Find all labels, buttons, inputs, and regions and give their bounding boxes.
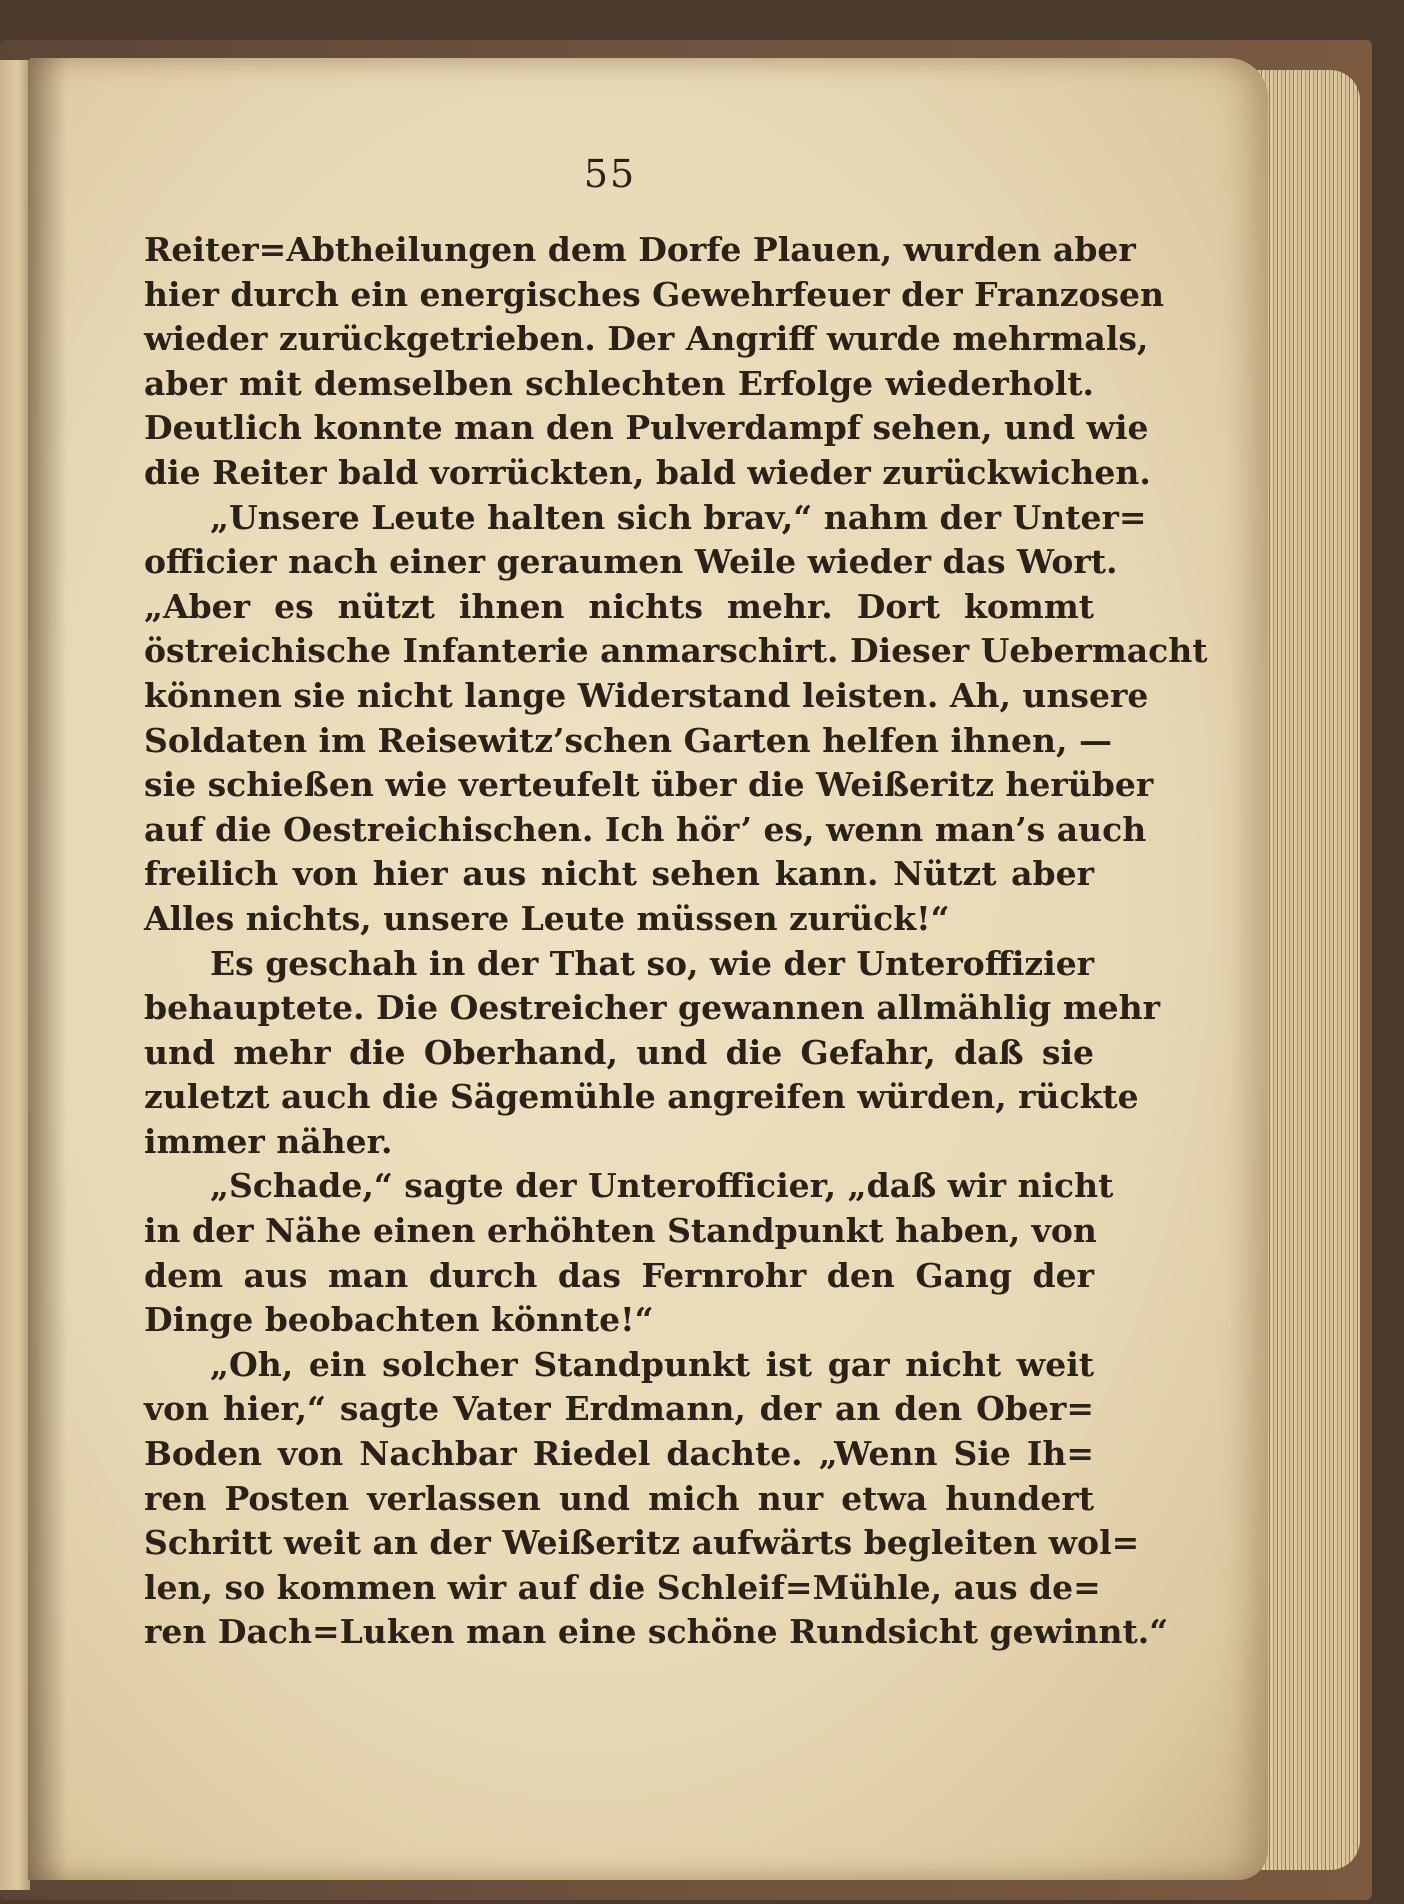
text-line: ren Posten verlassen und mich nur etwa hundert (144, 1478, 1094, 1518)
page-number: 55 (583, 152, 637, 196)
text-line: hier durch ein energisches Gewehrfeuer der Franzosen (144, 274, 1165, 314)
text-line: „Unsere Leute halten sich brav,“ nahm der Unter= (210, 497, 1147, 537)
text-line: immer näher. (144, 1121, 393, 1161)
text-line: len, so kommen wir auf die Schleif=Mühle, aus de= (144, 1567, 1101, 1607)
text-line: wieder zurückgetrieben. Der Angriff wurde mehrmals, (144, 319, 1149, 359)
text-line: freilich von hier aus nicht sehen kann. Nützt aber (144, 854, 1094, 894)
text-line: in der Nähe einen erhöhten Standpunkt haben, von (144, 1211, 1097, 1251)
gutter-shadow (28, 58, 68, 1880)
text-line: östreichische Infanterie anmarschirt. Dieser Uebermacht (144, 631, 1208, 671)
text-line: Alles nichts, unsere Leute müssen zurück!“ (144, 898, 950, 938)
body-text (144, 228, 1208, 1655)
text-line: können sie nicht lange Widerstand leisten. Ah, unsere (144, 675, 1149, 715)
text-line: Dinge beobachten könnte!“ (144, 1300, 654, 1340)
text-line: von hier,“ sagte Vater Erdmann, der an den Ober= (144, 1389, 1094, 1429)
text-line: Reiter=Abtheilungen dem Dorfe Plauen, wurden aber (144, 230, 1136, 269)
text-line: Soldaten im Reisewitz’schen Garten helfen ihnen, — (144, 720, 1112, 760)
text-line: Es geschah in der That so, wie der Unteroffizier (210, 943, 1095, 983)
text-line: Deutlich konnte man den Pulverdampf sehen, und wie (144, 408, 1149, 448)
text-line: „Oh, ein solcher Standpunkt ist gar nicht weit (210, 1344, 1094, 1384)
text-line: officier nach einer geraumen Weile wieder das Wort. (144, 542, 1118, 582)
text-line: Boden von Nachbar Riedel dachte. „Wenn Sie Ih= (144, 1434, 1094, 1474)
text-line: ren Dach=Luken man eine schöne Rundsicht gewinnt.“ (144, 1612, 1169, 1652)
text-line: Schritt weit an der Weißeritz aufwärts begleiten wol= (144, 1523, 1140, 1563)
text-line: dem aus man durch das Fernrohr den Gang der (144, 1255, 1094, 1295)
text-line: auf die Oestreichischen. Ich hör’ es, wenn man’s auch (144, 809, 1147, 849)
text-line: zuletzt auch die Sägemühle angreifen würden, rückte (144, 1077, 1139, 1117)
text-line: „Aber es nützt ihnen nichts mehr. Dort kommt (144, 586, 1094, 626)
text-line: aber mit demselben schlechten Erfolge wiederholt. (144, 363, 1094, 403)
text-line: die Reiter bald vorrückten, bald wieder zurückwichen. (144, 452, 1151, 492)
text-line: und mehr die Oberhand, und die Gefahr, daß sie (144, 1032, 1094, 1072)
text-line: sie schießen wie verteufelt über die Weißeritz herüber (144, 765, 1154, 805)
text-line: behauptete. Die Oestreicher gewannen allmählig mehr (144, 988, 1161, 1028)
left-page-edge (0, 60, 30, 1890)
text-line: „Schade,“ sagte der Unterofficier, „daß wir nicht (210, 1166, 1114, 1206)
